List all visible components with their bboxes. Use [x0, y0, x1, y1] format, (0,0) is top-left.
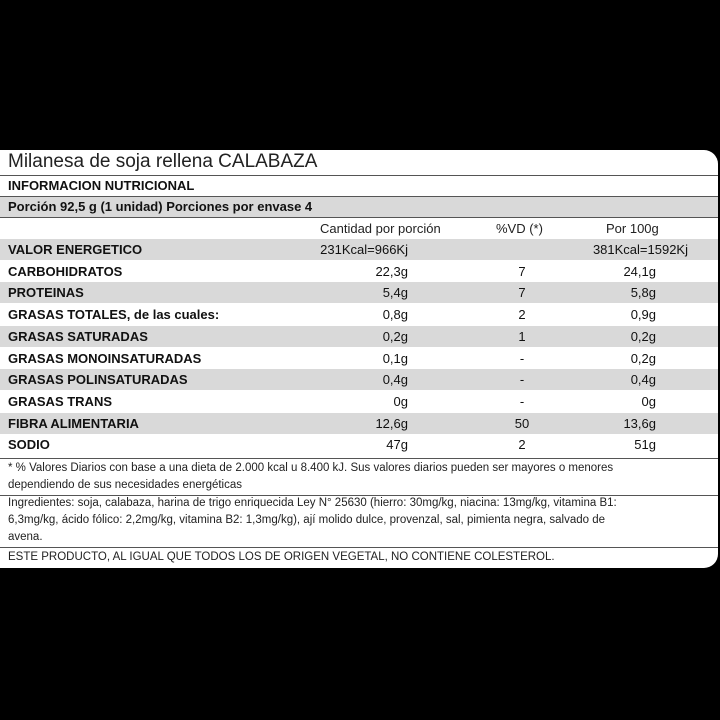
value-vd: 1 — [518, 328, 526, 344]
value-per-portion: 0,8g — [382, 307, 408, 323]
table-row — [0, 282, 718, 303]
nutrient-label: FIBRA ALIMENTARIA — [8, 415, 139, 431]
product-title: Milanesa de soja rellena CALABAZA — [8, 151, 318, 172]
table-row — [0, 261, 718, 282]
footnote-line-2: dependiendo de sus necesidades energéticas — [8, 479, 243, 491]
value-vd: 50 — [514, 415, 530, 431]
portion-info: Porción 92,5 g (1 unidad) Porciones por envase 4 — [0, 197, 718, 217]
value-vd: 2 — [518, 437, 526, 453]
section-title: INFORMACION NUTRICIONAL — [8, 178, 195, 193]
nutrient-label: GRASAS TRANS — [8, 393, 113, 409]
table-row — [0, 391, 718, 412]
table-row — [0, 304, 718, 325]
value-vd: - — [519, 393, 525, 409]
value-per-portion: 47g — [386, 437, 408, 453]
footnote-line-1: * % Valores Diarios con base a una dieta de 2.000 kcal u 8.400 kJ. Sus valores diarios pueden ser mayores o menores — [8, 462, 614, 474]
value-per-portion: 0,2g — [382, 328, 408, 344]
value-per-portion: 0g — [393, 393, 408, 409]
col-header-per-portion: Cantidad por porción — [320, 221, 441, 236]
ingredients-line-3: avena. — [8, 531, 43, 543]
divider — [0, 458, 718, 459]
value-per-100g: 0,2g — [630, 350, 656, 366]
divider — [0, 175, 718, 176]
nutrition-label-card — [0, 150, 718, 568]
nutrient-label: GRASAS POLINSATURADAS — [8, 372, 188, 388]
value-per-100g: 51g — [634, 437, 656, 453]
nutrient-label: GRASAS SATURADAS — [8, 328, 148, 344]
value-vd: 7 — [518, 285, 526, 301]
table-row — [0, 434, 718, 455]
value-per-100g: 381Kcal=1592Kj — [592, 242, 688, 257]
nutrient-label: GRASAS TOTALES, de las cuales: — [8, 307, 220, 323]
divider — [0, 547, 718, 548]
cholesterol-statement: ESTE PRODUCTO, AL IGUAL QUE TODOS LOS DE ORIGEN VEGETAL, NO CONTIENE COLESTEROL. — [8, 551, 555, 563]
value-per-100g: 0,9g — [630, 307, 656, 323]
value-per-100g: 0,4g — [630, 372, 656, 388]
col-header-vd: %VD (*) — [496, 221, 543, 236]
nutrient-label: PROTEINAS — [8, 285, 84, 301]
value-per-100g: 5,8g — [630, 285, 656, 301]
value-vd: - — [519, 350, 525, 366]
table-row — [0, 239, 718, 260]
value-per-portion: 22,3g — [375, 263, 408, 279]
value-per-100g: 24,1g — [623, 263, 656, 279]
col-header-per-100g: Por 100g — [606, 221, 659, 236]
value-vd: 2 — [518, 307, 526, 323]
ingredients-line-2: 6,3mg/kg, ácido fólico: 2,2mg/kg, vitamina B2: 1,3mg/kg), ají molido dulce, provenzal, sal, pimienta negra, salvado de — [8, 514, 606, 526]
value-per-portion: 5,4g — [382, 285, 408, 301]
value-per-portion: 0,1g — [382, 350, 408, 366]
value-vd: - — [519, 372, 525, 388]
nutrient-label: VALOR ENERGETICO — [8, 242, 143, 257]
value-per-100g: 0,2g — [630, 328, 656, 344]
value-per-100g: 0g — [641, 393, 656, 409]
value-per-portion: 12,6g — [375, 415, 408, 431]
nutrient-label: GRASAS MONOINSATURADAS — [8, 350, 202, 366]
nutrient-label: CARBOHIDRATOS — [8, 263, 123, 279]
nutrient-label: SODIO — [8, 437, 50, 453]
value-per-portion: 0,4g — [382, 372, 408, 388]
value-per-portion: 231Kcal=966Kj — [320, 242, 408, 257]
value-per-100g: 13,6g — [623, 415, 656, 431]
table-row — [0, 326, 718, 347]
ingredients-line-1: Ingredientes: soja, calabaza, harina de trigo enriquecida Ley N° 25630 (hierro: 30mg/kg, niacina: 13mg/kg, vitamina B1: — [8, 497, 617, 509]
table-row — [0, 369, 718, 390]
value-vd: 7 — [518, 263, 526, 279]
table-row — [0, 413, 718, 434]
table-row — [0, 348, 718, 369]
